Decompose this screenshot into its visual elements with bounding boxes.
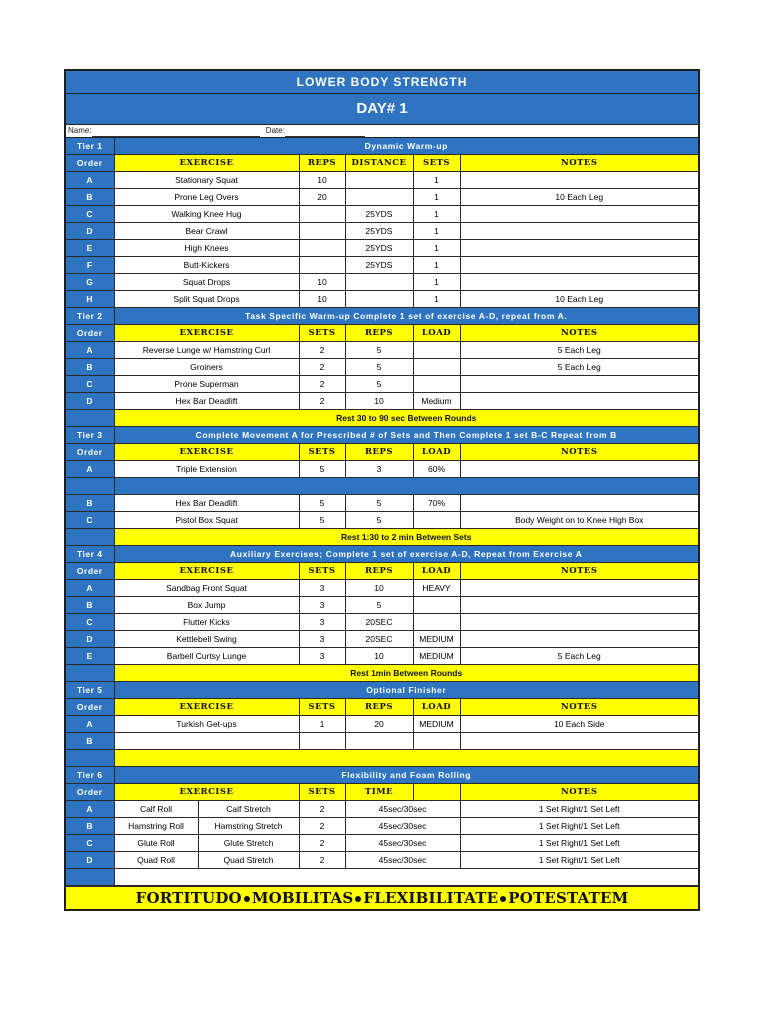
stretch-cell[interactable]: Calf Stretch <box>198 801 299 818</box>
tier5-header-row <box>66 682 698 699</box>
sets-cell[interactable]: 1 <box>413 206 460 223</box>
table-row <box>66 495 698 512</box>
exercise-cell[interactable]: High Knees <box>114 240 299 257</box>
sets-cell[interactable]: 3 <box>299 648 345 665</box>
reps-cell[interactable] <box>345 733 413 750</box>
row-order: B <box>66 597 114 614</box>
time-cell[interactable]: 45sec/30sec <box>345 835 460 852</box>
table-row <box>66 206 698 223</box>
col-header: SETS <box>299 563 345 580</box>
tier4-rest-row <box>66 665 698 682</box>
row-order: C <box>66 206 114 223</box>
table-row <box>66 240 698 257</box>
table-row <box>66 512 698 529</box>
reps-cell[interactable]: 20SEC <box>345 631 413 648</box>
reps-cell[interactable] <box>299 257 345 274</box>
row-order: B <box>66 495 114 512</box>
row-order: B <box>66 818 114 835</box>
col-header: REPS <box>345 325 413 342</box>
stretch-cell[interactable]: Glute Stretch <box>198 835 299 852</box>
sets-cell[interactable]: 3 <box>299 597 345 614</box>
exercise-cell[interactable]: Hex Bar Deadlift <box>114 393 299 410</box>
tier5-heading: Optional Finisher <box>114 682 698 699</box>
table-row <box>66 376 698 393</box>
notes-cell[interactable]: 5 Each Leg <box>460 342 698 359</box>
spacer-cell <box>114 869 698 886</box>
workout-table <box>66 138 698 886</box>
col-header: REPS <box>345 444 413 461</box>
row-order: C <box>66 835 114 852</box>
distance-cell[interactable] <box>345 172 413 189</box>
reps-cell[interactable]: 5 <box>345 597 413 614</box>
row-order: H <box>66 291 114 308</box>
load-cell[interactable] <box>413 597 460 614</box>
table-row <box>66 359 698 376</box>
exercise-cell[interactable]: Butt-Kickers <box>114 257 299 274</box>
load-cell[interactable] <box>413 359 460 376</box>
exercise-cell[interactable]: Sandbag Front Squat <box>114 580 299 597</box>
col-header: REPS <box>299 155 345 172</box>
row-order: D <box>66 631 114 648</box>
col-exercise: EXERCISE <box>114 155 299 172</box>
table-row <box>66 818 698 835</box>
tier5-label: Tier 5 <box>66 682 114 699</box>
col-header: SETS <box>413 155 460 172</box>
sets-cell[interactable]: 1 <box>413 240 460 257</box>
tier4-heading: Auxiliary Exercises; Complete 1 set of exercise A-D, Repeat from Exercise A <box>114 546 698 563</box>
exercise-cell[interactable]: Flutter Kicks <box>114 614 299 631</box>
sets-cell[interactable]: 1 <box>413 189 460 206</box>
notes-cell[interactable]: Body Weight on to Knee High Box <box>460 512 698 529</box>
col-header: REPS <box>345 563 413 580</box>
exercise-cell[interactable]: Reverse Lunge w/ Hamstring Curl <box>114 342 299 359</box>
exercise-cell[interactable]: Kettlebell Swing <box>114 631 299 648</box>
sets-cell[interactable]: 1 <box>413 257 460 274</box>
col-exercise: EXERCISE <box>114 784 299 801</box>
tier4-label: Tier 4 <box>66 546 114 563</box>
tier4-column-header-row <box>66 563 698 580</box>
reps-cell[interactable] <box>299 223 345 240</box>
spacer-bar <box>114 750 698 767</box>
load-cell[interactable] <box>413 733 460 750</box>
distance-cell[interactable] <box>345 189 413 206</box>
load-cell[interactable] <box>413 342 460 359</box>
col-header: SETS <box>299 325 345 342</box>
table-row <box>66 648 698 665</box>
table-row <box>66 461 698 478</box>
date-label: Date: <box>265 126 285 135</box>
row-order: A <box>66 342 114 359</box>
row-order: A <box>66 716 114 733</box>
distance-cell[interactable] <box>345 274 413 291</box>
notes-cell[interactable] <box>460 631 698 648</box>
notes-cell[interactable] <box>460 393 698 410</box>
bullet-icon <box>355 896 361 902</box>
motto-footer <box>66 886 698 909</box>
distance-cell[interactable]: 25YDS <box>345 257 413 274</box>
exercise-cell[interactable]: Pistol Box Squat <box>114 512 299 529</box>
stretch-cell[interactable]: Hamstring Stretch <box>198 818 299 835</box>
rest-note: Rest 30 to 90 sec Between Rounds <box>114 410 698 427</box>
table-row <box>66 342 698 359</box>
motto-word-3: FLEXIBILITATE <box>363 889 499 907</box>
exercise-cell[interactable]: Bear Crawl <box>114 223 299 240</box>
order-label: Order <box>66 563 114 580</box>
reps-cell[interactable]: 10 <box>345 580 413 597</box>
exercise-cell[interactable]: Prone Leg Overs <box>114 189 299 206</box>
sheet-title: LOWER BODY STRENGTH <box>66 71 698 94</box>
tier2-rest-row <box>66 410 698 427</box>
col-header: LOAD <box>413 444 460 461</box>
sets-cell[interactable]: 1 <box>299 716 345 733</box>
row-order: C <box>66 614 114 631</box>
reps-cell[interactable]: 20 <box>345 716 413 733</box>
order-label: Order <box>66 444 114 461</box>
col-empty <box>413 784 460 801</box>
exercise-cell[interactable]: Groiners <box>114 359 299 376</box>
sets-cell[interactable]: 3 <box>299 614 345 631</box>
order-blank <box>66 750 114 767</box>
sets-cell[interactable]: 2 <box>299 376 345 393</box>
exercise-cell[interactable]: Turkish Get-ups <box>114 716 299 733</box>
order-label: Order <box>66 699 114 716</box>
distance-cell[interactable]: 25YDS <box>345 206 413 223</box>
table-row <box>66 801 698 818</box>
notes-cell[interactable] <box>460 172 698 189</box>
workout-sheet <box>64 69 700 911</box>
sets-cell[interactable]: 3 <box>299 631 345 648</box>
col-time: TIME <box>345 784 413 801</box>
table-row <box>66 223 698 240</box>
reps-cell[interactable]: 10 <box>345 393 413 410</box>
tier6-heading: Flexibility and Foam Rolling <box>114 767 698 784</box>
exercise-cell[interactable]: Barbell Curtsy Lunge <box>114 648 299 665</box>
table-row <box>66 393 698 410</box>
bullet-icon <box>500 896 506 902</box>
notes-cell[interactable] <box>460 580 698 597</box>
notes-cell[interactable] <box>460 733 698 750</box>
col-header: SETS <box>299 444 345 461</box>
exercise-cell[interactable]: Squat Drops <box>114 274 299 291</box>
tier2-heading: Task Specific Warm-up Complete 1 set of exercise A-D, repeat from A. <box>114 308 698 325</box>
sets-cell[interactable]: 1 <box>413 172 460 189</box>
notes-cell[interactable]: 1 Set Right/1 Set Left <box>460 852 698 869</box>
exercise-cell[interactable]: Walking Knee Hug <box>114 206 299 223</box>
order-label: Order <box>66 784 114 801</box>
col-header: NOTES <box>460 699 698 716</box>
tier1-header-row <box>66 138 698 155</box>
reps-cell[interactable]: 10 <box>345 648 413 665</box>
col-exercise: EXERCISE <box>114 444 299 461</box>
reps-cell[interactable]: 3 <box>345 461 413 478</box>
sets-cell[interactable]: 2 <box>299 359 345 376</box>
col-header: LOAD <box>413 563 460 580</box>
tier3-rest-row <box>66 529 698 546</box>
row-order: D <box>66 852 114 869</box>
sets-cell[interactable]: 2 <box>299 801 345 818</box>
tier1-label: Tier 1 <box>66 138 114 155</box>
exercise-cell[interactable]: Prone Superman <box>114 376 299 393</box>
tier6-header-row <box>66 767 698 784</box>
tier3-column-header-row <box>66 444 698 461</box>
date-field[interactable] <box>285 128 365 137</box>
order-blank <box>66 665 114 682</box>
notes-cell[interactable]: 10 Each Side <box>460 716 698 733</box>
sets-cell[interactable] <box>299 733 345 750</box>
table-row <box>66 597 698 614</box>
sets-cell[interactable]: 3 <box>299 580 345 597</box>
col-exercise: EXERCISE <box>114 699 299 716</box>
reps-cell[interactable]: 5 <box>345 495 413 512</box>
order-blank <box>66 478 114 495</box>
sets-cell[interactable]: 1 <box>413 223 460 240</box>
tier3-label: Tier 3 <box>66 427 114 444</box>
distance-cell[interactable]: 25YDS <box>345 223 413 240</box>
reps-cell[interactable] <box>299 240 345 257</box>
reps-cell[interactable]: 20 <box>299 189 345 206</box>
load-cell[interactable]: 70% <box>413 495 460 512</box>
exercise-cell[interactable]: Split Squat Drops <box>114 291 299 308</box>
tier2-header-row <box>66 308 698 325</box>
col-header: NOTES <box>460 325 698 342</box>
tier6-spacer-row <box>66 869 698 886</box>
load-cell[interactable] <box>413 376 460 393</box>
tier4-header-row <box>66 546 698 563</box>
load-cell[interactable]: Medium <box>413 393 460 410</box>
row-order: G <box>66 274 114 291</box>
rest-note: Rest 1:30 to 2 min Between Sets <box>114 529 698 546</box>
table-row <box>66 835 698 852</box>
notes-cell[interactable] <box>460 495 698 512</box>
col-header: REPS <box>345 699 413 716</box>
load-cell[interactable]: MEDIUM <box>413 648 460 665</box>
spacer-bar <box>114 478 698 495</box>
rest-note: Rest 1min Between Rounds <box>114 665 698 682</box>
name-date-row <box>66 125 698 138</box>
row-order: D <box>66 393 114 410</box>
row-order: C <box>66 376 114 393</box>
foam-roll-cell[interactable]: Quad Roll <box>114 852 198 869</box>
col-header: LOAD <box>413 325 460 342</box>
exercise-cell[interactable]: Stationary Squat <box>114 172 299 189</box>
order-blank <box>66 869 114 886</box>
order-label: Order <box>66 155 114 172</box>
notes-cell[interactable] <box>460 614 698 631</box>
order-label: Order <box>66 325 114 342</box>
row-order: B <box>66 189 114 206</box>
table-row <box>66 733 698 750</box>
col-header: LOAD <box>413 699 460 716</box>
sets-cell[interactable]: 2 <box>299 852 345 869</box>
notes-cell[interactable]: 10 Each Leg <box>460 189 698 206</box>
notes-cell[interactable] <box>460 223 698 240</box>
col-sets: SETS <box>299 784 345 801</box>
sets-cell[interactable]: 5 <box>299 495 345 512</box>
table-row <box>66 189 698 206</box>
table-row <box>66 716 698 733</box>
row-order: E <box>66 648 114 665</box>
time-cell[interactable]: 45sec/30sec <box>345 852 460 869</box>
table-row <box>66 852 698 869</box>
reps-cell[interactable]: 5 <box>345 512 413 529</box>
exercise-cell[interactable]: Box Jump <box>114 597 299 614</box>
sets-cell[interactable]: 1 <box>413 274 460 291</box>
tier2-label: Tier 2 <box>66 308 114 325</box>
notes-cell[interactable] <box>460 274 698 291</box>
tier1-column-header-row <box>66 155 698 172</box>
row-order: C <box>66 512 114 529</box>
sets-cell[interactable]: 1 <box>413 291 460 308</box>
name-label: Name: <box>68 126 92 135</box>
tier2-column-header-row <box>66 325 698 342</box>
distance-cell[interactable] <box>345 291 413 308</box>
reps-cell[interactable]: 20SEC <box>345 614 413 631</box>
row-order: F <box>66 257 114 274</box>
notes-cell[interactable]: 5 Each Leg <box>460 359 698 376</box>
motto-word-2: MOBILITAS <box>251 889 354 907</box>
col-header: NOTES <box>460 444 698 461</box>
col-header: NOTES <box>460 155 698 172</box>
col-exercise: EXERCISE <box>114 325 299 342</box>
row-order: A <box>66 580 114 597</box>
motto-word-1: FORTITUDO <box>135 889 242 907</box>
tier6-column-header-row <box>66 784 698 801</box>
distance-cell[interactable]: 25YDS <box>345 240 413 257</box>
notes-cell[interactable] <box>460 206 698 223</box>
foam-roll-cell[interactable]: Glute Roll <box>114 835 198 852</box>
order-blank <box>66 410 114 427</box>
row-order: A <box>66 801 114 818</box>
notes-cell[interactable] <box>460 461 698 478</box>
notes-cell[interactable] <box>460 376 698 393</box>
load-cell[interactable]: 60% <box>413 461 460 478</box>
reps-cell[interactable]: 5 <box>345 359 413 376</box>
sets-cell[interactable]: 2 <box>299 835 345 852</box>
notes-cell[interactable] <box>460 240 698 257</box>
col-exercise: EXERCISE <box>114 563 299 580</box>
notes-cell[interactable] <box>460 597 698 614</box>
tier5-column-header-row <box>66 699 698 716</box>
tier3-heading: Complete Movement A for Prescribed # of Sets and Then Complete 1 set B-C Repeat from B <box>114 427 698 444</box>
col-notes: NOTES <box>460 784 698 801</box>
sets-cell[interactable]: 5 <box>299 461 345 478</box>
tier1-heading: Dynamic Warm-up <box>114 138 698 155</box>
table-row <box>66 172 698 189</box>
table-row <box>66 614 698 631</box>
notes-cell[interactable]: 1 Set Right/1 Set Left <box>460 835 698 852</box>
bullet-icon <box>244 896 250 902</box>
table-row <box>66 580 698 597</box>
load-cell[interactable]: MEDIUM <box>413 716 460 733</box>
reps-cell[interactable]: 10 <box>299 291 345 308</box>
reps-cell[interactable]: 5 <box>345 376 413 393</box>
col-header: DISTANCE <box>345 155 413 172</box>
time-cell[interactable]: 45sec/30sec <box>345 801 460 818</box>
reps-cell[interactable]: 10 <box>299 172 345 189</box>
sets-cell[interactable]: 2 <box>299 818 345 835</box>
tier3-header-row <box>66 427 698 444</box>
row-order: B <box>66 359 114 376</box>
table-row <box>66 274 698 291</box>
notes-cell[interactable]: 1 Set Right/1 Set Left <box>460 801 698 818</box>
sets-cell[interactable]: 2 <box>299 393 345 410</box>
row-order: D <box>66 223 114 240</box>
row-order: B <box>66 733 114 750</box>
row-order: E <box>66 240 114 257</box>
notes-cell[interactable]: 5 Each Leg <box>460 648 698 665</box>
table-row <box>66 631 698 648</box>
notes-cell[interactable]: 1 Set Right/1 Set Left <box>460 818 698 835</box>
reps-cell[interactable]: 10 <box>299 274 345 291</box>
tier3-spacer-row <box>66 478 698 495</box>
tier6-label: Tier 6 <box>66 767 114 784</box>
foam-roll-cell[interactable]: Hamstring Roll <box>114 818 198 835</box>
col-header: SETS <box>299 699 345 716</box>
col-header: NOTES <box>460 563 698 580</box>
load-cell[interactable] <box>413 512 460 529</box>
row-order: A <box>66 461 114 478</box>
table-row <box>66 291 698 308</box>
tier5-spacer-row <box>66 750 698 767</box>
notes-cell[interactable]: 10 Each Leg <box>460 291 698 308</box>
row-order: A <box>66 172 114 189</box>
stretch-cell[interactable]: Quad Stretch <box>198 852 299 869</box>
order-blank <box>66 529 114 546</box>
name-field[interactable] <box>92 128 260 137</box>
load-cell[interactable]: MEDIUM <box>413 631 460 648</box>
foam-roll-cell[interactable]: Calf Roll <box>114 801 198 818</box>
reps-cell[interactable]: 5 <box>345 342 413 359</box>
day-title: DAY# 1 <box>66 94 698 125</box>
notes-cell[interactable] <box>460 257 698 274</box>
table-row <box>66 257 698 274</box>
exercise-cell[interactable]: Triple Extension <box>114 461 299 478</box>
motto-word-4: POTESTATEM <box>508 889 629 907</box>
sets-cell[interactable]: 2 <box>299 342 345 359</box>
load-cell[interactable] <box>413 614 460 631</box>
time-cell[interactable]: 45sec/30sec <box>345 818 460 835</box>
exercise-cell[interactable]: Hex Bar Deadlift <box>114 495 299 512</box>
load-cell[interactable]: HEAVY <box>413 580 460 597</box>
sets-cell[interactable]: 5 <box>299 512 345 529</box>
exercise-cell[interactable] <box>114 733 299 750</box>
reps-cell[interactable] <box>299 206 345 223</box>
